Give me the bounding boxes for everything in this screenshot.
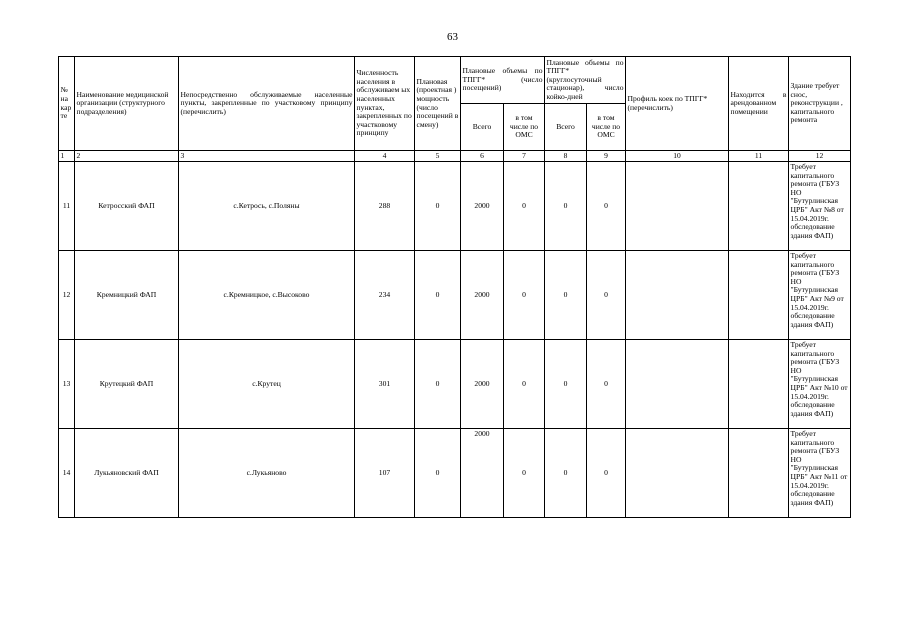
visits-total: 2000: [461, 162, 504, 251]
header-planned-beds: Плановые объемы по ТПГГ* (круглосуточный стационар), число койко-дней: [545, 57, 626, 104]
header-building-status: Здание требует снос, реконструкции , капитального ремонта: [789, 57, 851, 151]
table-row: [59, 162, 851, 251]
column-number: 5: [415, 151, 461, 162]
table-row: [59, 340, 851, 429]
visits-oms: 0: [504, 251, 545, 340]
organization-name: Кетросский ФАП: [75, 162, 179, 251]
visits-oms: 0: [504, 429, 545, 518]
table-row: [59, 429, 851, 518]
header-organization: Наименование медицинской организации (структурного подразделения): [75, 57, 179, 151]
visits-oms: 0: [504, 340, 545, 429]
header-map-number: № на кар те: [59, 57, 75, 151]
column-number: 9: [587, 151, 626, 162]
row-number: 11: [59, 162, 75, 251]
organization-name: Крутецкий ФАП: [75, 340, 179, 429]
subheader-visits-total: Всего: [461, 104, 504, 151]
building-status: Требует капитального ремонта (ГБУЗ НО "Бутурлинская ЦРБ" Акт №9 от 15.04.2019г. обследование здания ФАП): [789, 251, 851, 340]
capacity: 0: [415, 429, 461, 518]
settlements: с.Кремницкое, с.Высоково: [179, 251, 355, 340]
column-number: 10: [626, 151, 729, 162]
bed-profile: [626, 340, 729, 429]
bed-profile: [626, 429, 729, 518]
population: 301: [355, 340, 415, 429]
beds-oms: 0: [587, 162, 626, 251]
beds-total: 0: [545, 251, 587, 340]
header-row: [59, 57, 851, 104]
building-status: Требует капитального ремонта (ГБУЗ НО "Бутурлинская ЦРБ" Акт №11 от 15.04.2019г. обследование здания ФАП): [789, 429, 851, 518]
column-number-row: [59, 151, 851, 162]
population: 234: [355, 251, 415, 340]
header-rented: Находится в арендованном помещении: [729, 57, 789, 151]
beds-oms: 0: [587, 251, 626, 340]
building-status: Требует капитального ремонта (ГБУЗ НО "Бутурлинская ЦРБ" Акт №10 от 15.04.2019г. обследование здания ФАП): [789, 340, 851, 429]
column-number: 7: [504, 151, 545, 162]
beds-total: 0: [545, 429, 587, 518]
column-number: 8: [545, 151, 587, 162]
rented: [729, 429, 789, 518]
bed-profile: [626, 251, 729, 340]
capacity: 0: [415, 162, 461, 251]
population: 107: [355, 429, 415, 518]
organization-name: Кремницкий ФАП: [75, 251, 179, 340]
column-number: 11: [729, 151, 789, 162]
subheader-visits-oms: в том числе по ОМС: [504, 104, 545, 151]
building-status: Требует капитального ремонта (ГБУЗ НО "Бутурлинская ЦРБ" Акт №8 от 15.04.2019г. обследование здания ФАП): [789, 162, 851, 251]
column-number: 6: [461, 151, 504, 162]
bed-profile: [626, 162, 729, 251]
page-number: 63: [447, 31, 458, 43]
visits-total: 2000: [461, 251, 504, 340]
rented: [729, 251, 789, 340]
subheader-beds-oms: в том числе по ОМС: [587, 104, 626, 151]
table-row: [59, 251, 851, 340]
column-number: 2: [75, 151, 179, 162]
settlements: с.Крутец: [179, 340, 355, 429]
row-number: 13: [59, 340, 75, 429]
settlements: с.Кетрось, с.Поляны: [179, 162, 355, 251]
population: 288: [355, 162, 415, 251]
visits-total: 2000: [461, 429, 504, 518]
header-population: Численность населения в обслуживаем ых населенных пунктах, закрепленных по участковому принципу: [355, 57, 415, 151]
beds-oms: 0: [587, 429, 626, 518]
rented: [729, 162, 789, 251]
organization-name: Лукьяновский ФАП: [75, 429, 179, 518]
settlements: с.Лукьяново: [179, 429, 355, 518]
capacity: 0: [415, 251, 461, 340]
header-capacity: Плановая (проектная ) мощность (число посещений в смену): [415, 57, 461, 151]
beds-total: 0: [545, 340, 587, 429]
visits-total: 2000: [461, 340, 504, 429]
column-number: 12: [789, 151, 851, 162]
row-number: 14: [59, 429, 75, 518]
column-number: 1: [59, 151, 75, 162]
column-number: 4: [355, 151, 415, 162]
header-planned-visits: Плановые объемы по ТПГГ* (число посещений): [461, 57, 545, 104]
subheader-beds-total: Всего: [545, 104, 587, 151]
header-bed-profile: Профиль коек по ТПГГ* (перечислить): [626, 57, 729, 151]
header-settlements: Непосредственно обслуживаемые населенные пункты, закрепленные по участковому принципу (перечислить): [179, 57, 355, 151]
visits-oms: 0: [504, 162, 545, 251]
column-number: 3: [179, 151, 355, 162]
beds-oms: 0: [587, 340, 626, 429]
rented: [729, 340, 789, 429]
capacity: 0: [415, 340, 461, 429]
facility-table: [58, 56, 851, 518]
beds-total: 0: [545, 162, 587, 251]
row-number: 12: [59, 251, 75, 340]
